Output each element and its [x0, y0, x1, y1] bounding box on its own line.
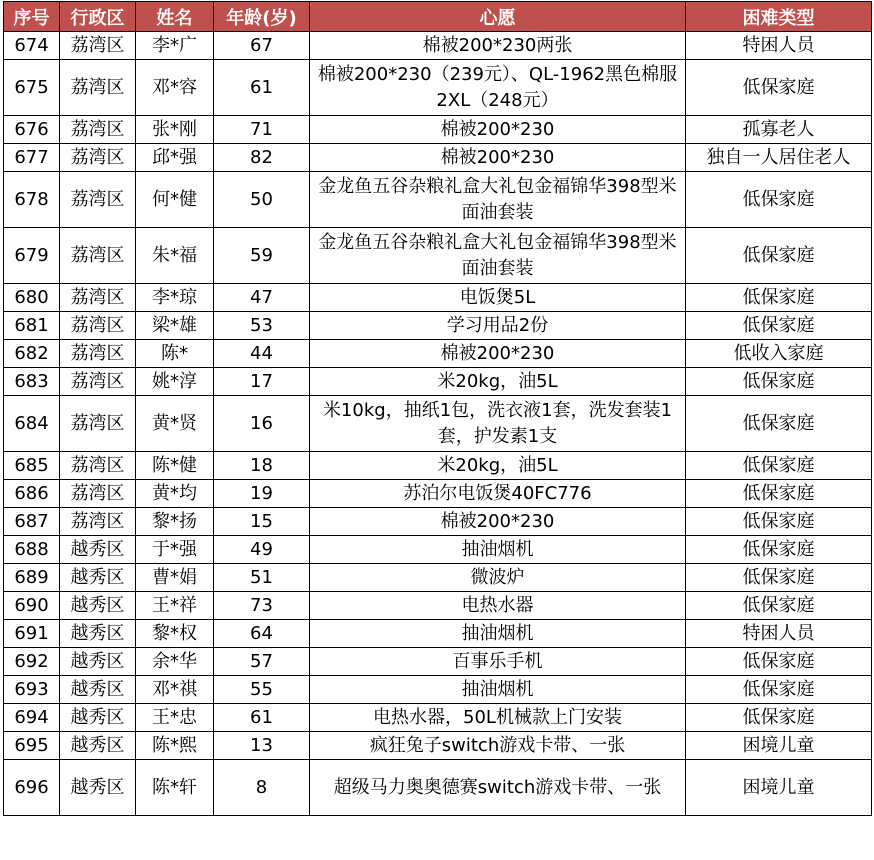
cell-difficulty-type: 困境儿童: [686, 732, 872, 760]
cell-index: 689: [4, 564, 60, 592]
table-row: [4, 312, 872, 340]
cell-age: 71: [214, 116, 310, 144]
cell-age: 49: [214, 536, 310, 564]
cell-wish: 学习用品2份: [310, 312, 686, 340]
cell-wish: 米10kg，抽纸1包，洗衣液1套，洗发套装1套，护发素1支: [310, 396, 686, 452]
cell-difficulty-type: 低保家庭: [686, 396, 872, 452]
cell-age: 18: [214, 452, 310, 480]
cell-index: 694: [4, 704, 60, 732]
cell-wish: 棉被200*230: [310, 144, 686, 172]
cell-index: 680: [4, 284, 60, 312]
cell-age: 53: [214, 312, 310, 340]
cell-wish: 金龙鱼五谷杂粮礼盒大礼包金福锦华398型米面油套装: [310, 228, 686, 284]
cell-age: 44: [214, 340, 310, 368]
cell-index: 687: [4, 508, 60, 536]
cell-difficulty-type: 特困人员: [686, 32, 872, 60]
cell-difficulty-type: 低保家庭: [686, 228, 872, 284]
cell-index: 683: [4, 368, 60, 396]
cell-index: 692: [4, 648, 60, 676]
cell-district: 越秀区: [60, 592, 136, 620]
cell-age: 17: [214, 368, 310, 396]
cell-age: 73: [214, 592, 310, 620]
cell-wish: 棉被200*230: [310, 116, 686, 144]
cell-index: 678: [4, 172, 60, 228]
cell-difficulty-type: 低保家庭: [686, 60, 872, 116]
cell-name: 黄*贤: [136, 396, 214, 452]
cell-district: 越秀区: [60, 704, 136, 732]
cell-difficulty-type: 低保家庭: [686, 284, 872, 312]
cell-difficulty-type: 低保家庭: [686, 676, 872, 704]
cell-name: 陈*健: [136, 452, 214, 480]
cell-wish: 苏泊尔电饭煲40FC776: [310, 480, 686, 508]
cell-age: 61: [214, 60, 310, 116]
table-row: [4, 620, 872, 648]
header-difficulty-type: 困难类型: [686, 2, 872, 32]
cell-index: 686: [4, 480, 60, 508]
cell-wish: 米20kg，油5L: [310, 368, 686, 396]
cell-wish: 电热水器: [310, 592, 686, 620]
cell-name: 黎*扬: [136, 508, 214, 536]
cell-wish: 百事乐手机: [310, 648, 686, 676]
table-row: [4, 592, 872, 620]
cell-difficulty-type: 低保家庭: [686, 564, 872, 592]
cell-age: 50: [214, 172, 310, 228]
cell-index: 682: [4, 340, 60, 368]
cell-age: 67: [214, 32, 310, 60]
cell-district: 荔湾区: [60, 228, 136, 284]
cell-age: 13: [214, 732, 310, 760]
cell-district: 越秀区: [60, 564, 136, 592]
cell-index: 690: [4, 592, 60, 620]
table-row: [4, 480, 872, 508]
cell-wish: 金龙鱼五谷杂粮礼盒大礼包金福锦华398型米面油套装: [310, 172, 686, 228]
cell-name: 黎*权: [136, 620, 214, 648]
cell-wish: 抽油烟机: [310, 620, 686, 648]
cell-difficulty-type: 低保家庭: [686, 648, 872, 676]
table-row: [4, 228, 872, 284]
cell-index: 681: [4, 312, 60, 340]
cell-difficulty-type: 低保家庭: [686, 592, 872, 620]
header-index: 序号: [4, 2, 60, 32]
cell-difficulty-type: 低保家庭: [686, 172, 872, 228]
cell-age: 82: [214, 144, 310, 172]
table-row: [4, 396, 872, 452]
cell-index: 675: [4, 60, 60, 116]
header-district: 行政区: [60, 2, 136, 32]
cell-wish: 棉被200*230（239元）、QL-1962黑色棉服2XL（248元）: [310, 60, 686, 116]
cell-wish: 棉被200*230: [310, 508, 686, 536]
table-row: [4, 732, 872, 760]
cell-wish: 米20kg，油5L: [310, 452, 686, 480]
cell-name: 于*强: [136, 536, 214, 564]
cell-name: 何*健: [136, 172, 214, 228]
cell-district: 越秀区: [60, 648, 136, 676]
cell-difficulty-type: 困境儿童: [686, 760, 872, 816]
cell-age: 47: [214, 284, 310, 312]
cell-district: 荔湾区: [60, 116, 136, 144]
table-row: [4, 760, 872, 816]
cell-difficulty-type: 低保家庭: [686, 312, 872, 340]
table-row: [4, 284, 872, 312]
cell-difficulty-type: 低收入家庭: [686, 340, 872, 368]
cell-index: 684: [4, 396, 60, 452]
table-row: [4, 340, 872, 368]
cell-name: 黄*均: [136, 480, 214, 508]
cell-name: 邱*强: [136, 144, 214, 172]
cell-difficulty-type: 低保家庭: [686, 480, 872, 508]
cell-age: 16: [214, 396, 310, 452]
table-row: [4, 144, 872, 172]
cell-name: 邓*祺: [136, 676, 214, 704]
cell-index: 679: [4, 228, 60, 284]
cell-district: 荔湾区: [60, 172, 136, 228]
cell-district: 越秀区: [60, 760, 136, 816]
cell-district: 荔湾区: [60, 396, 136, 452]
cell-difficulty-type: 低保家庭: [686, 452, 872, 480]
cell-district: 越秀区: [60, 620, 136, 648]
cell-district: 荔湾区: [60, 312, 136, 340]
table-row: [4, 564, 872, 592]
cell-age: 64: [214, 620, 310, 648]
wish-list-table: [3, 1, 872, 816]
header-age: 年龄(岁): [214, 2, 310, 32]
cell-wish: 疯狂兔子switch游戏卡带、一张: [310, 732, 686, 760]
cell-difficulty-type: 特困人员: [686, 620, 872, 648]
cell-index: 677: [4, 144, 60, 172]
cell-difficulty-type: 低保家庭: [686, 368, 872, 396]
cell-district: 荔湾区: [60, 452, 136, 480]
cell-name: 张*刚: [136, 116, 214, 144]
cell-wish: 抽油烟机: [310, 536, 686, 564]
cell-name: 陈*熙: [136, 732, 214, 760]
cell-difficulty-type: 低保家庭: [686, 508, 872, 536]
cell-index: 685: [4, 452, 60, 480]
table-row: [4, 452, 872, 480]
cell-name: 姚*淳: [136, 368, 214, 396]
cell-index: 695: [4, 732, 60, 760]
cell-district: 越秀区: [60, 732, 136, 760]
cell-wish: 超级马力奥奥德赛switch游戏卡带、一张: [310, 760, 686, 816]
cell-district: 荔湾区: [60, 480, 136, 508]
cell-name: 李*琼: [136, 284, 214, 312]
cell-name: 李*广: [136, 32, 214, 60]
table-row: [4, 676, 872, 704]
cell-index: 693: [4, 676, 60, 704]
table-row: [4, 508, 872, 536]
cell-age: 61: [214, 704, 310, 732]
cell-name: 王*忠: [136, 704, 214, 732]
cell-index: 676: [4, 116, 60, 144]
cell-age: 55: [214, 676, 310, 704]
table-row: [4, 368, 872, 396]
cell-wish: 电饭煲5L: [310, 284, 686, 312]
cell-district: 荔湾区: [60, 340, 136, 368]
cell-district: 越秀区: [60, 676, 136, 704]
table-row: [4, 704, 872, 732]
cell-age: 51: [214, 564, 310, 592]
cell-wish: 电热水器，50L机械款上门安装: [310, 704, 686, 732]
cell-index: 691: [4, 620, 60, 648]
cell-age: 15: [214, 508, 310, 536]
table-row: [4, 536, 872, 564]
cell-name: 曹*娟: [136, 564, 214, 592]
cell-district: 荔湾区: [60, 284, 136, 312]
table-row: [4, 648, 872, 676]
cell-wish: 微波炉: [310, 564, 686, 592]
cell-name: 陈*: [136, 340, 214, 368]
cell-district: 荔湾区: [60, 508, 136, 536]
cell-wish: 抽油烟机: [310, 676, 686, 704]
header-row: [4, 2, 872, 32]
cell-index: 688: [4, 536, 60, 564]
cell-age: 8: [214, 760, 310, 816]
cell-district: 越秀区: [60, 536, 136, 564]
table-row: [4, 32, 872, 60]
cell-name: 余*华: [136, 648, 214, 676]
header-wish: 心愿: [310, 2, 686, 32]
cell-age: 57: [214, 648, 310, 676]
cell-wish: 棉被200*230: [310, 340, 686, 368]
cell-index: 674: [4, 32, 60, 60]
header-name: 姓名: [136, 2, 214, 32]
cell-name: 陈*轩: [136, 760, 214, 816]
table-row: [4, 116, 872, 144]
cell-wish: 棉被200*230两张: [310, 32, 686, 60]
cell-difficulty-type: 低保家庭: [686, 536, 872, 564]
cell-name: 朱*福: [136, 228, 214, 284]
cell-name: 梁*雄: [136, 312, 214, 340]
cell-name: 邓*容: [136, 60, 214, 116]
cell-index: 696: [4, 760, 60, 816]
cell-district: 荔湾区: [60, 144, 136, 172]
cell-district: 荔湾区: [60, 60, 136, 116]
cell-difficulty-type: 低保家庭: [686, 704, 872, 732]
cell-age: 19: [214, 480, 310, 508]
cell-district: 荔湾区: [60, 32, 136, 60]
cell-difficulty-type: 孤寡老人: [686, 116, 872, 144]
cell-name: 王*祥: [136, 592, 214, 620]
cell-age: 59: [214, 228, 310, 284]
table-row: [4, 60, 872, 116]
cell-district: 荔湾区: [60, 368, 136, 396]
cell-difficulty-type: 独自一人居住老人: [686, 144, 872, 172]
table-row: [4, 172, 872, 228]
